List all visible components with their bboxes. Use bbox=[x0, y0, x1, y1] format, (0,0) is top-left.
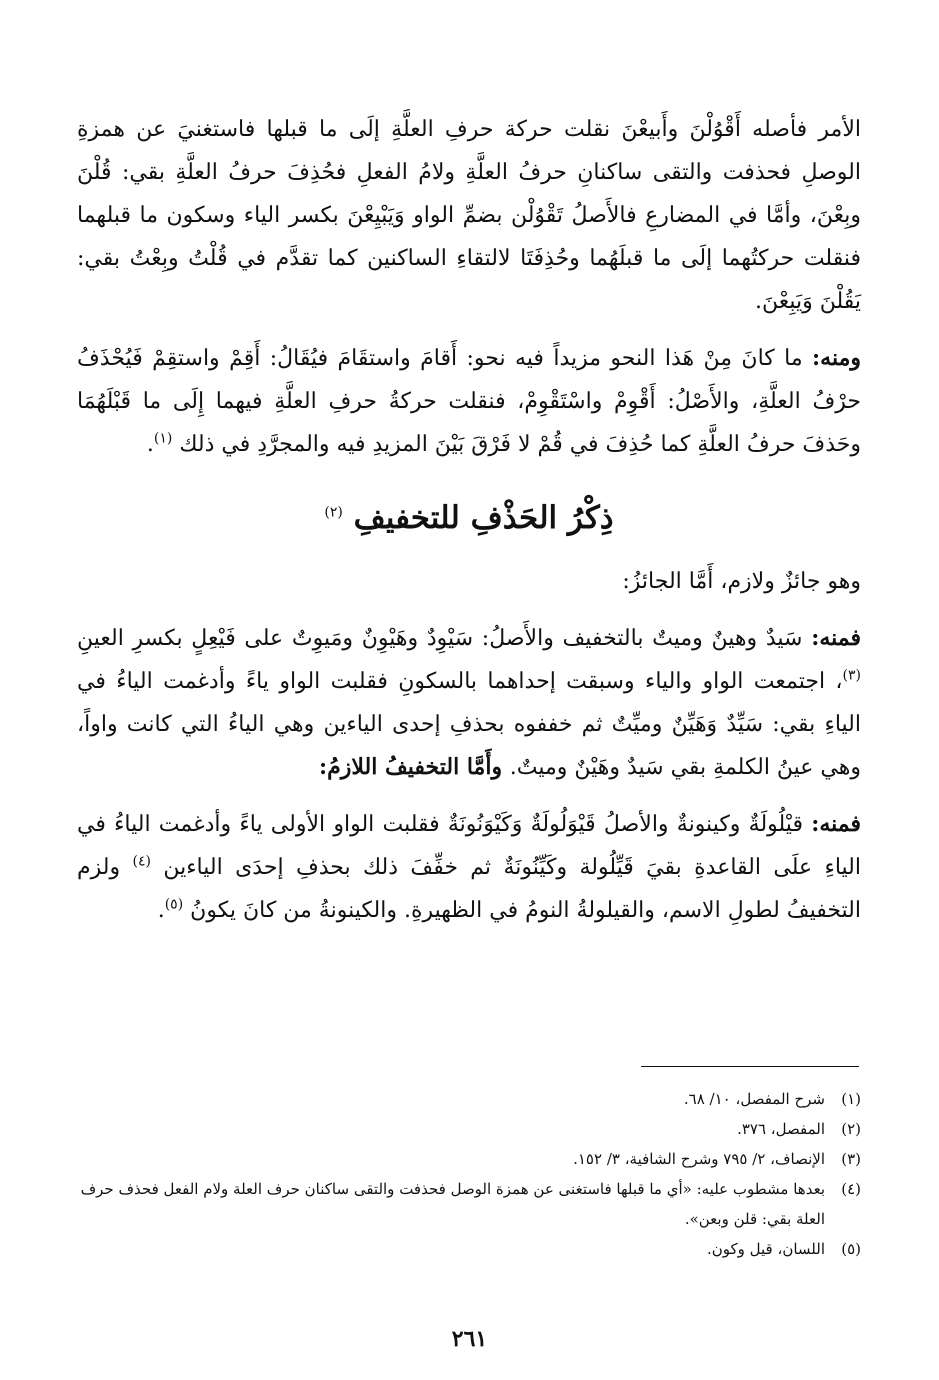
paragraph-3 bbox=[77, 560, 861, 603]
paragraph-5 bbox=[77, 803, 861, 932]
footnote-ref-4: (٤) bbox=[132, 853, 151, 870]
footnote-number: (٣) bbox=[841, 1150, 861, 1168]
paragraph-2 bbox=[77, 337, 861, 466]
paragraph-5-text-a: قيْلُولَةٌ وكينونةٌ والأصلُ قَيْوَلُولَةٌ وَكَيْوَنُونَةٌ فقلبت الواو الأولى ياءً وأدغمت الياءُ في الياءِ علَى القاعدةِ بقيَ قَيِّلُولة وكَيِّنُونَةٌ ثم خفِّفَ ذلك بحذفِ إحدَى الياءين bbox=[77, 812, 861, 880]
paragraph-2-text: ما كانَ مِنْ هَذا النحو مزيداً فيه نحو: أَقامَ واستقَامَ فيُقَالُ: أَقِمْ واستقِمْ فَيُحْذَفُ حرْفُ العلَّةِ، والأَصْلُ: أَقْوِمْ واسْتَقْوِمْ، فنقلت حركةُ حرفِ العلَّةِ فيهما إِلَى ما قَبْلَهُمَا وحَذفَ حرفُ العلَّةِ كما حُذِفَ في قُمْ لا فَرْقَ بَيْنَ المزيدِ فيه والمجرَّدِ في ذلك bbox=[77, 346, 861, 457]
footnote-text: بعدها مشطوب عليه: «أي ما قبلها فاستغنى عن همزة الوصل فحذفت والتقى ساكنان حرف العلة ولام الفعل فحذف حرف العلة بقي: قلن وبعن». bbox=[80, 1180, 825, 1228]
paragraph-4-bold: وأَمَّا التخفيفُ اللازمُ: bbox=[319, 754, 510, 780]
section-heading-text: ذِكْرُ الحَذْفِ للتخفيفِ bbox=[353, 500, 614, 536]
page-number: ٢٦١ bbox=[451, 1326, 488, 1352]
paragraph-2-end: . bbox=[146, 432, 154, 457]
footnote-4 bbox=[77, 1174, 861, 1234]
footnote-ref-2: (٢) bbox=[324, 504, 343, 521]
footnotes bbox=[77, 1084, 861, 1264]
footnote-divider bbox=[641, 1066, 859, 1067]
paragraph-5-text-b: ولزم التخفيفُ لطولِ الاسم، والقيلولةُ النومُ في الظهيرةِ. والكينونةُ من كانَ يكونُ bbox=[77, 855, 861, 923]
footnote-ref-3: (٣) bbox=[842, 667, 861, 684]
paragraph-1-text: الأمر فأصله أَقْوُلْنَ وأَبيعْنَ نقلت حركة حرفِ العلَّةِ إلَى ما قبلها فاستغنيَ عن همزةِ الوصلِ فحذفت والتقى ساكنانِ حرفُ العلَّةِ ولامُ الفعلِ فحُذِفَ حرفُ العلَّةِ بقي: قُلْنَ وبِعْنَ، وأمَّا في المضارعِ فالأَصلُ تَقْوُلْن بضمِّ الواو وَيَبْيِعْنَ بكسر الياء وسكون ما قبلهما فنقلت حركتُهما إلَى ما قبلَهُما وحُذِفَتَا لالتقاءِ الساكنين كما تقدَّم في قُلْتُ وبِعْتُ بقي: يَقُلْنَ وَيَبِعْنَ. bbox=[77, 117, 861, 314]
footnote-number: (١) bbox=[841, 1090, 861, 1108]
paragraph-4-text-b: ، اجتمعت الواو والياء وسبقت إحداهما بالسكونِ فقلبت الواو ياءً وأدغمت الياءُ في الياءِ بقي: سَيِّدٌ وَهَيِّنٌ وميِّتٌ ثم خففوه بحذفِ إحدى الياءين وهي الياءُ التي كانت واواً، وهي عينُ الكلمةِ بقي سَيدٌ وهَيْنٌ وميتٌ. bbox=[77, 669, 861, 780]
footnote-5 bbox=[77, 1234, 861, 1264]
paragraph-2-lead: ومنه: bbox=[812, 345, 861, 371]
paragraph-4 bbox=[77, 617, 861, 789]
footnote-1 bbox=[77, 1084, 861, 1114]
footnote-2 bbox=[77, 1114, 861, 1144]
footnote-ref-5: (٥) bbox=[164, 896, 184, 913]
footnote-text: الإنصاف، ٢/ ٧٩٥ وشرح الشافية، ٣/ ١٥٢. bbox=[573, 1150, 825, 1168]
footnote-3 bbox=[77, 1144, 861, 1174]
paragraph-5-end: . bbox=[157, 898, 165, 923]
footnote-text: اللسان، قيل وكون. bbox=[706, 1240, 825, 1258]
footnote-text: المفصل، ٣٧٦. bbox=[737, 1120, 825, 1138]
footnote-number: (٥) bbox=[841, 1240, 861, 1258]
section-heading bbox=[77, 496, 861, 540]
paragraph-4-lead: فمنه: bbox=[811, 625, 861, 651]
footnote-number: (٢) bbox=[841, 1120, 861, 1138]
footnote-text: شرح المفصل، ١٠/ ٦٨. bbox=[683, 1090, 825, 1108]
paragraph-5-lead: فمنه: bbox=[811, 811, 861, 837]
paragraph-3-text: وهو جائزٌ ولازم، أَمَّا الجائزُ: bbox=[622, 569, 861, 594]
paragraph-1 bbox=[77, 108, 861, 323]
footnote-ref-1: (١) bbox=[153, 430, 173, 447]
paragraph-4-text-a: سَيدٌ وهينٌ وميتٌ بالتخفيف والأَصلُ: سَيْوِدٌ وهَيْوِنٌ ومَيوِتٌ على فَيْعِلٍ بكسرِ العينِ bbox=[77, 626, 812, 651]
footnote-number: (٤) bbox=[841, 1180, 861, 1198]
page-body bbox=[77, 108, 861, 932]
